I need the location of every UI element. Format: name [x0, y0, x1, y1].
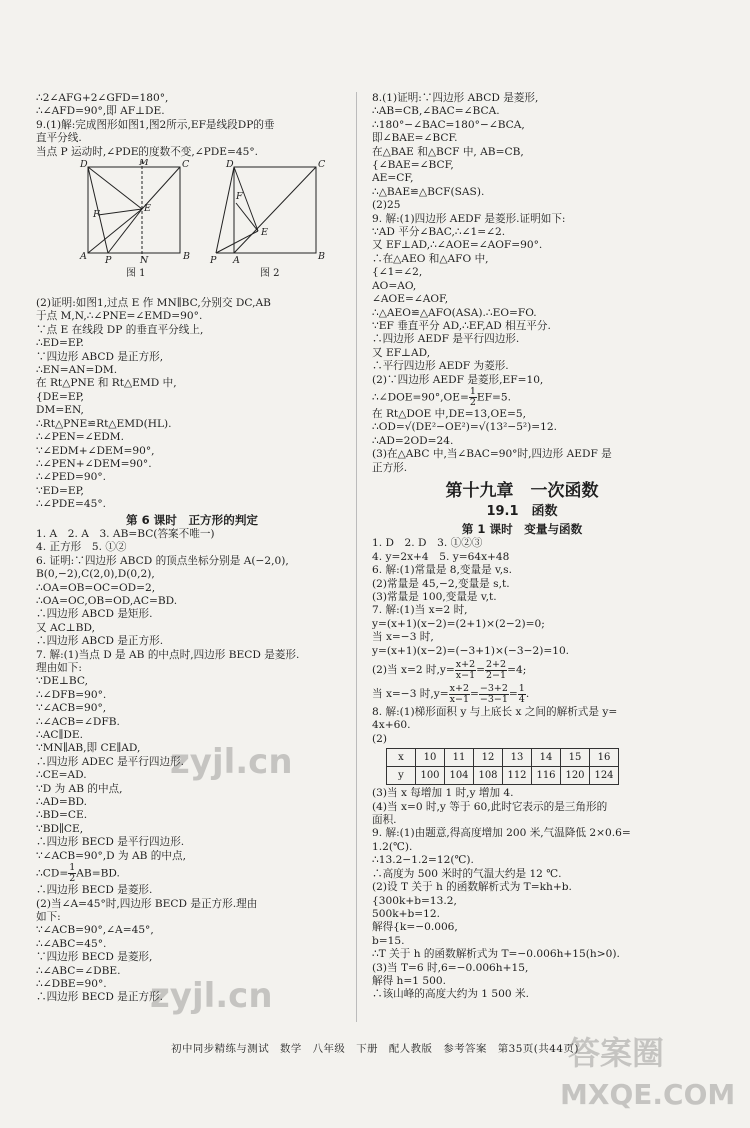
text-line: ∴四边形 AEDF 是平行四边形.: [372, 333, 520, 346]
text-line: 4. y=2x+4 5. y=64x+48: [372, 550, 510, 563]
text-line: y=(x+1)(x−2)=(−3+1)×(−3−2)=10.: [372, 644, 570, 657]
text-line: ∴∠ACB=∠DFB.: [36, 715, 120, 728]
text-line: 7. 解:(1)当点 D 是 AB 的中点时,四边形 BECD 是菱形.: [36, 648, 300, 661]
right-column: [372, 92, 672, 1002]
text-line: ∵BD∥CE,: [36, 822, 84, 835]
fraction-line-2: 当 x=−3 时,y= $\frac{x+2}{x-1}$ = $\frac{-3+2}{-3-1}$ = $\frac{1}{4}$ .: [372, 682, 530, 705]
figure-1-caption: 图 1: [126, 268, 146, 280]
text-line: ∴AD=BD.: [36, 796, 88, 809]
section-title-lesson-6: 第 6 课时 正方形的判定: [125, 512, 259, 527]
text-line: ∴∠PDE=45°.: [36, 498, 106, 511]
text-line: ∴四边形 ABCD 是矩形.: [36, 608, 153, 621]
figure-row: [36, 159, 348, 297]
text-line: ∴∠PEN=∠EDM.: [36, 431, 124, 444]
text-line: 9.(1)解:完成图形如图1,图2所示,EF是线段DP的垂: [36, 118, 275, 131]
table-cell: 104: [445, 767, 474, 785]
text-line: AE=CF,: [372, 172, 414, 185]
point-label: E: [261, 227, 268, 239]
text-line: ∵AD 平分∠BAC,∴∠1=∠2.: [372, 226, 506, 239]
text-line: 9. 解:(1)由题意,得高度增加 200 米,气温降低 2×0.6=: [372, 827, 631, 840]
text-line: 又 EF⊥AD,∴∠AOE=∠AOF=90°.: [372, 239, 543, 252]
text-line: 在 Rt△DOE 中,DE=13,OE=5,: [372, 407, 526, 420]
text-line: ∴四边形 BECD 是平行四边形.: [36, 836, 185, 849]
left-intro-lines: [36, 92, 348, 159]
text-line: 如下:: [36, 910, 61, 923]
text-line: 又 EF⊥AD,: [372, 346, 431, 359]
doe-equation: ∴∠DOE=90°,OE= $\frac{1}{2}$ EF=5.: [372, 386, 511, 408]
text-line: 理由如下:: [36, 662, 82, 674]
watermark: 答案圈: [568, 1034, 665, 1072]
text-line: {DE=EP,: [36, 390, 84, 403]
text-line: ∴高度为 500 米时的气温大约是 12 ℃.: [372, 867, 562, 880]
lesson-title: 第 1 课时 变量与函数: [461, 521, 583, 536]
text-line: (2): [372, 732, 388, 745]
table-cell: 15: [561, 749, 590, 767]
left-proof-lines: [36, 297, 348, 512]
text-line: ∴该山峰的高度大约为 1 500 米.: [372, 988, 529, 1001]
text-line: (2)当∠A=45°时,四边形 BECD 是正方形.理由: [36, 897, 258, 910]
text-line: ∵∠EDM+∠DEM=90°,: [36, 444, 155, 457]
text-line: 面积.: [372, 814, 397, 827]
left-answer-lines: [36, 528, 348, 863]
point-label: B: [318, 251, 325, 263]
text-line: ∴13.2−1.2=12(℃).: [372, 854, 474, 867]
text-line: 6. 证明:∵四边形 ABCD 的顶点坐标分别是 A(−2,0),: [36, 554, 289, 567]
text-line: ∵D 为 AB 的中点,: [36, 782, 123, 795]
question-9-lines: [372, 787, 672, 1002]
text-line: (2)常量是 45,−2,变量是 s,t.: [372, 577, 510, 590]
text-line: ∴在△AEO 和△AFO 中,: [372, 252, 489, 265]
text-line: ∴四边形 BECD 是菱形.: [36, 884, 153, 897]
text-line: {300k+b=13.2,: [372, 894, 457, 907]
text-line: 500k+b=12.: [372, 907, 441, 920]
text-line: ∴AC∥DE.: [36, 729, 83, 742]
text-line: (3)常量是 100,变量是 v,t.: [372, 591, 497, 603]
text-line: ∴△AEO≌△AFO(ASA).∴EO=FO.: [372, 306, 537, 319]
text-line: 8.(1)证明:∵四边形 ABCD 是菱形,: [372, 92, 539, 104]
watermark: zyjl.cn: [170, 742, 293, 782]
text-line: ∴OD=√(DE²−OE²)=√(13²−5²)=12.: [372, 421, 558, 434]
table-row-x: [387, 749, 619, 767]
text-line: AO=AO,: [372, 279, 417, 292]
text-line: 直平分线.: [36, 132, 82, 145]
text-line: 又 AC⊥BD,: [36, 621, 95, 634]
point-label: C: [182, 159, 190, 171]
table-cell: 11: [445, 749, 474, 767]
text-line: ∴∠ABC=45°.: [36, 937, 107, 950]
text-line: ∵四边形 BECD 是菱形,: [36, 951, 153, 964]
text-line: ∴AB=CB,∠BAC=∠BCA.: [372, 105, 500, 118]
point-label: P: [105, 255, 112, 267]
chapter-title: 第十九章 一次函数: [445, 480, 599, 501]
point-label: C: [318, 159, 326, 171]
right-mid-lines: [372, 408, 672, 475]
table-cell: 16: [590, 749, 619, 767]
text-line: (2)设 T 关于 h 的函数解析式为 T=kh+b.: [372, 881, 572, 894]
text-line: ∴△BAE≌△BCF(SAS).: [372, 185, 485, 198]
table-cell: 100: [416, 767, 445, 785]
text-line: {∠1=∠2,: [372, 266, 423, 279]
text-line: ∴CE=AD.: [36, 769, 87, 782]
section-title: 19.1 函数: [486, 503, 558, 519]
text-line: 正方形.: [372, 461, 408, 474]
text-line: 7. 解:(1)当 x=2 时,: [372, 604, 468, 617]
text-line: ∴BD=CE.: [36, 809, 88, 822]
text-line: ∵MN∥AB,即 CE∥AD,: [36, 742, 141, 755]
table-row-y: [387, 767, 619, 785]
watermark: MXQE.COM: [560, 1078, 736, 1111]
text-line: 在 Rt△PNE 和 Rt△EMD 中,: [36, 377, 177, 390]
text-line: (2)25: [372, 199, 401, 212]
point-label: A: [80, 251, 87, 263]
text-line: (4)当 x=0 时,y 等于 60,此时它表示的是三角形的: [372, 800, 608, 813]
right-proof-lines: [372, 92, 672, 387]
point-label: M: [139, 159, 149, 169]
half-fraction: $\frac{1}{2}$: [469, 386, 476, 408]
text-line: 9. 解:(1)四边形 AEDF 是菱形.证明如下:: [372, 212, 566, 225]
point-label: F: [93, 209, 100, 221]
point-label: B: [183, 251, 190, 263]
point-label: D: [80, 159, 88, 171]
text-line: 在△BAE 和△BCF 中, AB=CB,: [372, 145, 524, 158]
figure-2-caption: 图 2: [260, 268, 280, 280]
page-footer: 初中同步精练与测试 数学 八年级 下册 配人教版 参考答案 第35页(共44页): [171, 1043, 579, 1055]
table-cell: 13: [503, 749, 532, 767]
text-line: ∠AOE=∠AOF,: [372, 293, 449, 306]
text-line: 当点 P 运动时,∠PDE的度数不变,∠PDE=45°.: [36, 145, 259, 158]
text-line: 即∠BAE=∠BCF.: [372, 132, 458, 145]
text-line: 当 x=−3 时,: [372, 631, 434, 644]
text-line: 1.2(℃).: [372, 840, 413, 853]
text-line: 6. 解:(1)常量是 8,变量是 v,s.: [372, 564, 512, 577]
table-cell: 108: [474, 767, 503, 785]
text-line: ∴平行四边形 AEDF 为菱形.: [372, 360, 509, 373]
table-cell: 10: [416, 749, 445, 767]
text-line: ∴∠DFB=90°.: [36, 688, 107, 701]
point-label: E: [144, 203, 151, 215]
text-line: ∴四边形 BECD 是正方形.: [36, 991, 163, 1004]
text-line: B(0,−2),C(2,0),D(0,2),: [36, 568, 155, 581]
text-line: ∴∠DBE=90°.: [36, 977, 107, 990]
point-label: D: [226, 159, 234, 171]
text-line: (2)∵四边形 AEDF 是菱形,EF=10,: [372, 373, 544, 386]
text-line: ∵∠ACB=90°,D 为 AB 的中点,: [36, 849, 186, 862]
watermark: zyjl.cn: [150, 976, 273, 1016]
point-label: F: [236, 191, 243, 203]
text-line: (3)当 x 每增加 1 时,y 增加 4.: [372, 787, 514, 800]
table-cell: 14: [532, 749, 561, 767]
square-figures: [36, 159, 348, 297]
text-line: ∵点 E 在线段 DP 的垂直平分线上,: [36, 323, 204, 336]
point-label: N: [140, 255, 149, 267]
question-8-lines: [372, 706, 672, 746]
text-line: y=(x+1)(x−2)=(2+1)×(2−2)=0;: [372, 617, 545, 630]
value-table: [386, 748, 619, 785]
text-line: ∴四边形 ABCD 是正方形.: [36, 635, 164, 648]
text-line: ∴∠ABC=∠DBE.: [36, 964, 121, 977]
text-line: 于点 M,N,∴∠PNE=∠EMD=90°.: [36, 310, 203, 323]
point-label: A: [233, 255, 240, 267]
text-line: ∴AD=2OD=24.: [372, 434, 454, 447]
text-line: ∴ED=EP.: [36, 337, 84, 350]
text-line: ∴∠PEN+∠DEM=90°.: [36, 457, 152, 470]
text-line: (3)在△ABC 中,当∠BAC=90°时,四边形 AEDF 是: [372, 448, 612, 461]
left-column: [36, 92, 348, 1005]
text-line: ∴2∠AFG+2∠GFD=180°,: [36, 92, 169, 104]
table-cell: y: [387, 767, 416, 785]
text-line: 解得{k=−0.006,: [372, 921, 458, 934]
text-line: ∵∠ACB=90°,: [36, 702, 107, 715]
text-line: (3)当 T=6 时,6=−0.006h+15,: [372, 961, 529, 974]
text-line: ∴EN=AN=DM.: [36, 364, 118, 377]
table-cell: x: [387, 749, 416, 767]
text-line: 4. 正方形 5. ①②: [36, 541, 127, 554]
half-fraction: $\frac{1}{2}$: [69, 863, 76, 885]
text-line: ∴四边形 ADEC 是平行四边形.: [36, 755, 185, 768]
text-line: 解得 h=1 500.: [372, 974, 446, 987]
text-line: 4x+60.: [372, 719, 411, 732]
text-line: ∴∠AFD=90°,即 AF⊥DE.: [36, 105, 165, 118]
text-line: ∴OA=OC,OB=OD,AC=BD.: [36, 594, 178, 607]
table-cell: 112: [503, 767, 532, 785]
fraction-line-1: (2)当 x=2 时,y= $\frac{x+2}{x-1}$ = $\frac{2+2}{2-1}$ =4;: [372, 658, 527, 681]
text-line: ∵DE⊥BC,: [36, 675, 89, 688]
text-line: DM=EN,: [36, 404, 84, 417]
text-line: (2)证明:如图1,过点 E 作 MN∥BC,分别交 DC,AB: [36, 297, 271, 310]
text-line: ∵四边形 ABCD 是正方形,: [36, 350, 164, 363]
text-line: ∴Rt△PNE≌Rt△EMD(HL).: [36, 417, 172, 430]
text-line: {∠BAE=∠BCF,: [372, 159, 454, 172]
text-line: ∴T 关于 h 的函数解析式为 T=−0.006h+15(h>0).: [372, 948, 620, 961]
table-cell: 124: [590, 767, 619, 785]
text-line: 8. 解:(1)梯形面积 y 与上底长 x 之间的解析式是 y=: [372, 706, 618, 719]
table-cell: 116: [532, 767, 561, 785]
cd-equation: ∴CD= $\frac{1}{2}$ AB=BD.: [36, 863, 120, 885]
text-line: ∴180°−∠BAC=180°−∠BCA,: [372, 118, 525, 131]
function-answer-lines: [372, 537, 672, 658]
column-divider: [356, 92, 357, 1022]
point-label: P: [210, 255, 217, 267]
text-line: ∵ED=EP,: [36, 484, 84, 497]
text-line: ∴OA=OB=OC=OD=2,: [36, 581, 156, 594]
table-cell: 12: [474, 749, 503, 767]
text-line: 1. D 2. D 3. ①②③: [372, 537, 483, 550]
text-line: ∵∠ACB=90°,∠A=45°,: [36, 924, 154, 937]
text-line: ∵EF 垂直平分 AD,∴EF,AD 相互平分.: [372, 319, 551, 332]
text-line: ∴∠PED=90°.: [36, 471, 106, 484]
text-line: b=15.: [372, 934, 405, 947]
text-line: 1. A 2. A 3. AB=BC(答案不唯一): [36, 527, 215, 540]
table-cell: 120: [561, 767, 590, 785]
